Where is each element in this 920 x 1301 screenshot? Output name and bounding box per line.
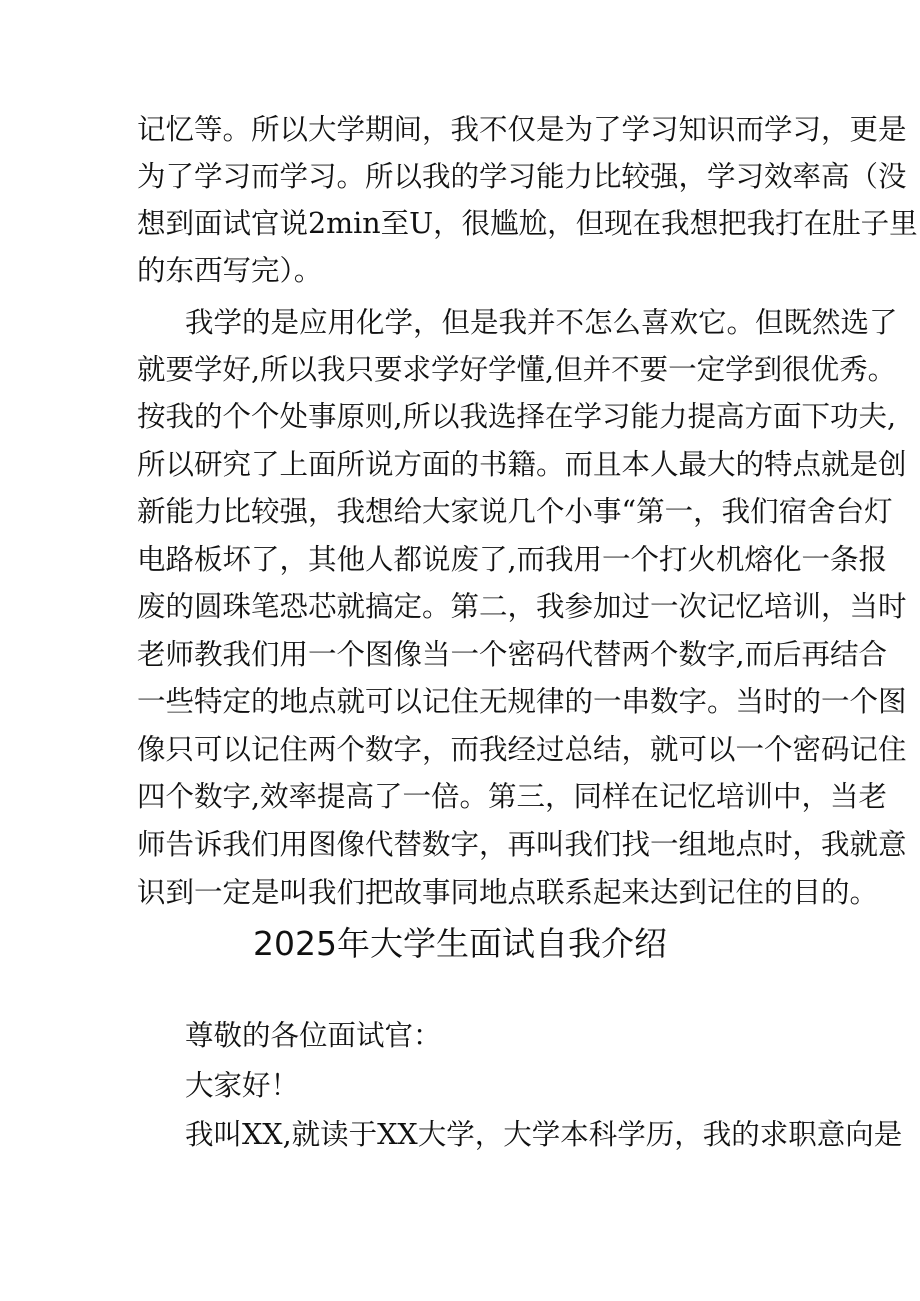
greeting: 大家好！ xyxy=(185,1069,300,1102)
salutation: 尊敬的各位面试官： xyxy=(185,1019,442,1052)
text-line: 像只可以记住两个数字，而我经过总结，就可以一个密码记住 xyxy=(137,733,907,766)
text-line: 识到一定是叫我们把故事同地点联系起来达到记住的目的。 xyxy=(137,876,879,909)
text-line: 记忆等。所以大学期间，我不仅是为了学习知识而学习，更是 xyxy=(137,113,907,146)
text-line: 就要学好,所以我只要求学好学懂,但并不要一定学到很优秀。 xyxy=(137,353,897,386)
text-line: 为了学习而学习。所以我的学习能力比较强，学习效率高（没 xyxy=(137,160,907,193)
text-line: 四个数字,效率提高了一倍。第三，同样在记忆培训中，当老 xyxy=(137,780,888,813)
text-line: 的东西写完）。 xyxy=(137,254,323,287)
text-line: 想到面试官说2min至U，很尴尬，但现在我想把我打在肚子里 xyxy=(137,207,918,240)
text-line: 师告诉我们用图像代替数字，再叫我们找一组地点时，我就意 xyxy=(137,828,907,861)
intro-line: 我叫XX,就读于XX大学，大学本科学历，我的求职意向是 xyxy=(185,1118,903,1151)
section-title: 2025年大学生面试自我介绍 xyxy=(253,924,667,963)
text-line: 一些特定的地点就可以记住无规律的一串数字。当时的一个图 xyxy=(137,685,907,718)
text-line: 按我的个个处事原则,所以我选择在学习能力提高方面下功夫, xyxy=(137,400,897,433)
text-line: 所以研究了上面所说方面的书籍。而且本人最大的特点就是创 xyxy=(137,448,907,481)
text-line: 新能力比较强，我想给大家说几个小事“第一，我们宿舍台灯 xyxy=(137,495,893,528)
text-line: 老师教我们用一个图像当一个密码代替两个数字,而后再结合 xyxy=(137,638,888,671)
text-line: 废的圆珠笔恐芯就搞定。第二，我参加过一次记忆培训，当时 xyxy=(137,590,907,623)
text-line: 电路板坏了，其他人都说废了,而我用一个打火机熔化一条报 xyxy=(137,543,888,576)
text-line: 我学的是应用化学，但是我并不怎么喜欢它。但既然选了 xyxy=(185,306,898,339)
